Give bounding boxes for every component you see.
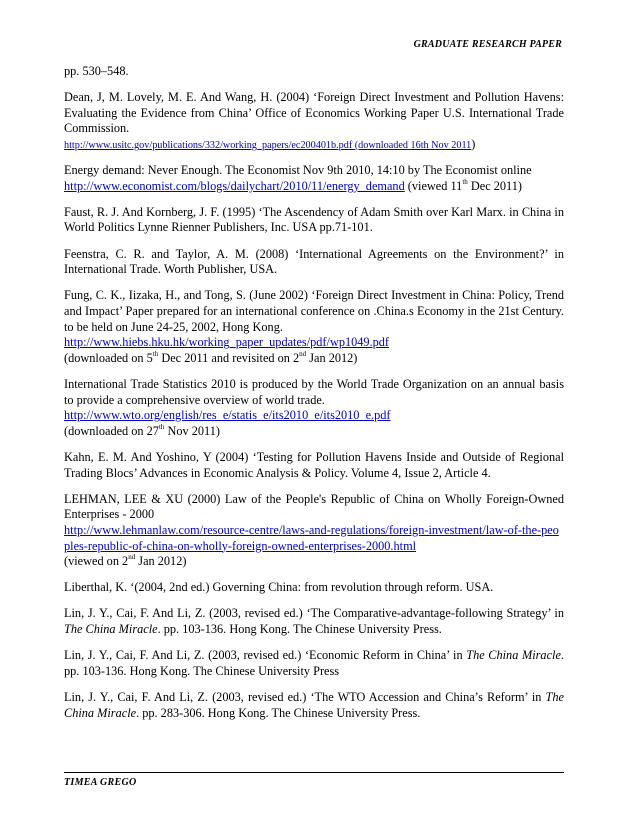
superscript: th (158, 422, 165, 431)
superscript: th (462, 177, 468, 186)
reference-text: Faust, R. J. And Kornberg, J. F. (1995) ‘The Ascendency of Adam Smith over Karl Marx. in China in World Politics Lynne Rienner Publishers, Inc. USA pp.71-101. (64, 204, 564, 235)
running-header: GRADUATE RESEARCH PAPER (413, 39, 562, 50)
reference-entry (64, 377, 564, 439)
reference-text: Feenstra, C. R. and Taylor, A. M. (2008) ‘International Agreements on the Environment?’ in International Trade. Worth Publisher, USA. (64, 246, 564, 277)
reference-note: Jan 2012) (135, 554, 187, 569)
reference-text: Energy demand: Never Enough. The Economist Nov 9th 2010, 14:10 by The Economist online (64, 163, 532, 178)
reference-entry (64, 90, 564, 153)
reference-entry (64, 163, 564, 194)
reference-list (64, 64, 564, 732)
reference-text: Dec 2011) (467, 178, 522, 193)
reference-note: (downloaded on 27 (64, 423, 159, 438)
reference-text: . pp. 103-136. Hong Kong. The Chinese University Press. (157, 622, 442, 637)
reference-entry (64, 450, 564, 481)
book-title: The China Miracle (64, 622, 158, 637)
reference-text: Lin, J. Y., Cai, F. And Li, Z. (2003, revised ed.) ‘The WTO Accession and China’s Reform’ in (64, 690, 546, 705)
reference-link[interactable]: http://www.economist.com/blogs/dailychart/2010/11/energy_demand (64, 178, 405, 193)
reference-text: ) (471, 136, 476, 151)
reference-text: Lin, J. Y., Cai, F. And Li, Z. (2003, revised ed.) ‘The Comparative-advantage-following Strategy’ in (64, 606, 564, 621)
book-title: The China Miracle (466, 648, 561, 663)
reference-text: Kahn, E. M. And Yoshino, Y (2004) ‘Testing for Pollution Havens Inside and Outside of Regional Trading Blocs’ Advances in Economic Analysis & Policy. Volume 4, Issue 2, Article 4. (64, 449, 564, 480)
superscript: th (152, 349, 159, 358)
reference-entry (64, 606, 564, 637)
reference-text: (viewed 11 (404, 178, 463, 193)
reference-link[interactable]: http://www.lehmanlaw.com/resource-centre/laws-and-regulations/foreign-investment/law-of-the-peoples-republic-of-china-on-wholly-foreign-owned-enterprises-2000.html (64, 522, 559, 553)
running-footer: TIMEA GREGO (64, 777, 137, 788)
book-title: The China Miracle (64, 690, 564, 720)
reference-text: Liberthal, K. ‘(2004, 2nd ed.) Governing China: from revolution through reform. USA. (64, 580, 494, 595)
reference-note: (downloaded on 5 (64, 350, 153, 365)
reference-entry (64, 492, 564, 570)
reference-note: Nov 2011) (164, 423, 220, 438)
reference-text: Lin, J. Y., Cai, F. And Li, Z. (2003, revised ed.) ‘Economic Reform in China’ in (64, 648, 467, 663)
reference-text: pp. 530–548. (64, 64, 129, 78)
reference-note: (viewed on 2 (64, 554, 129, 569)
superscript: nd (128, 553, 136, 561)
reference-text: International Trade Statistics 2010 is produced by the World Trade Organization on an annual basis to provide a comprehensive overview of world trade. (64, 376, 564, 407)
reference-entry (64, 288, 564, 366)
reference-text: Fung, C. K., Iizaka, H., and Tong, S. (June 2002) ‘Foreign Direct Investment in China: Policy, Trend and Impact’ Paper prepared for an international conference on .China.s Economy in the 21st Century. to be held on June 24-25, 2002, Hong Kong. (64, 288, 564, 334)
reference-entry (64, 64, 564, 80)
reference-entry (64, 580, 564, 596)
reference-entry (64, 247, 564, 278)
reference-entry (64, 205, 564, 236)
reference-entry (64, 690, 564, 721)
reference-text: Dean, J, M. Lovely, M. E. And Wang, H. (2004) ‘Foreign Direct Investment and Pollution Havens: Evaluating the Evidence from China’ Office of Economics Working Paper U.S. International Trade Commission. (64, 90, 564, 136)
reference-text: . pp. 283-306. Hong Kong. The Chinese University Press. (136, 705, 421, 720)
reference-link[interactable]: http://www.usitc.gov/publications/332/working_papers/ec200401b.pdf (downloaded 16th Nov 2011 (64, 139, 472, 151)
footer-divider (64, 772, 564, 773)
reference-note: Dec 2011 and revisited on 2 (158, 350, 300, 365)
superscript: nd (299, 349, 307, 358)
reference-note: Jan 2012) (306, 350, 358, 365)
reference-link[interactable]: http://www.hiebs.hku.hk/working_paper_updates/pdf/wp1049.pdf (64, 335, 390, 350)
reference-link[interactable]: http://www.wto.org/english/res_e/statis_e/its2010_e/its2010_e.pdf (64, 408, 391, 423)
reference-text: . pp. 103-136. Hong Kong. The Chinese University Press (64, 648, 564, 678)
reference-entry (64, 648, 564, 679)
reference-text: LEHMAN, LEE & XU (2000) Law of the People's Republic of China on Wholly Foreign-Owned Enterprises - 2000 (64, 491, 564, 522)
